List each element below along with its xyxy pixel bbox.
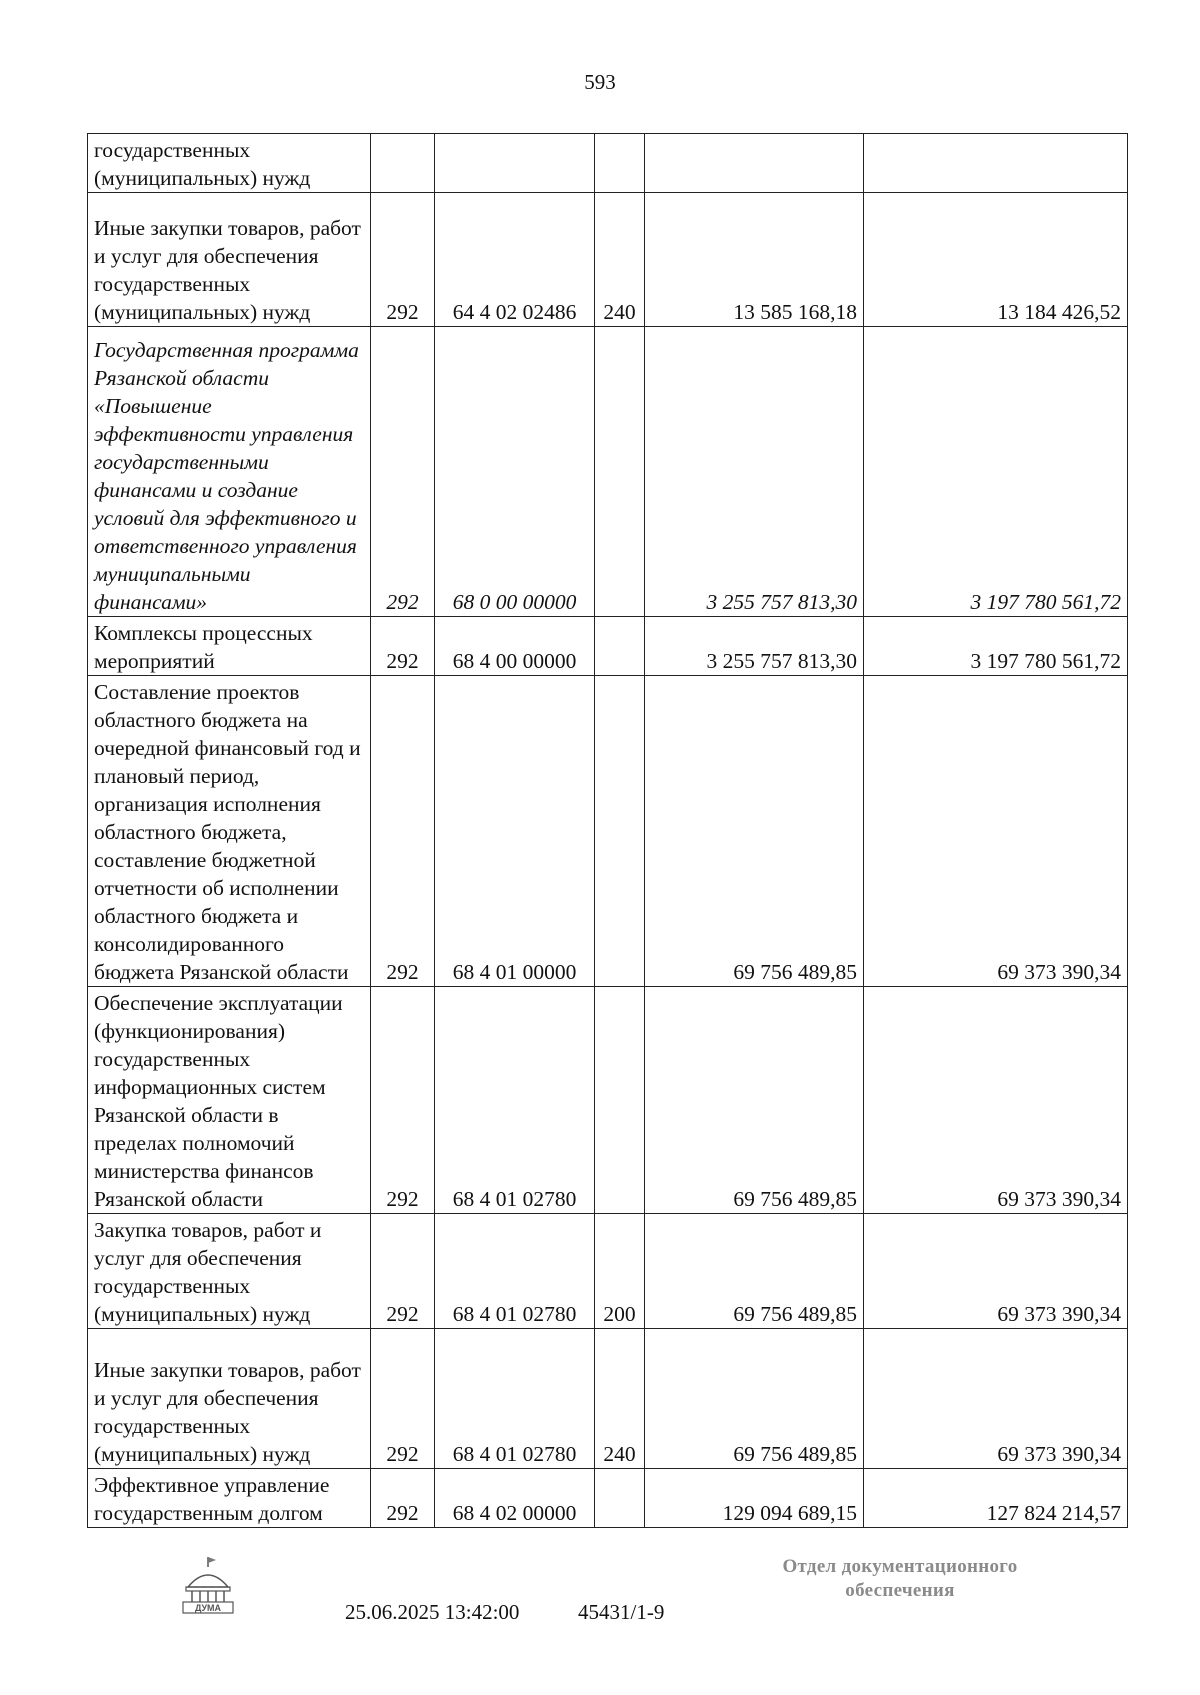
row-amount-1: 129 094 689,15 bbox=[645, 1469, 864, 1528]
table-row bbox=[88, 1329, 1128, 1469]
page-number: 593 bbox=[584, 70, 616, 94]
table-row bbox=[88, 327, 1128, 617]
row-kind bbox=[595, 676, 645, 987]
row-section: 292 bbox=[371, 1469, 435, 1528]
footer-datetime: 25.06.2025 13:42:00 bbox=[345, 1600, 520, 1624]
row-amount-2: 13 184 426,52 bbox=[864, 193, 1128, 327]
row-code bbox=[435, 134, 595, 193]
row-section: 292 bbox=[371, 617, 435, 676]
row-code: 68 4 01 02780 bbox=[435, 1214, 595, 1329]
row-section: 292 bbox=[371, 327, 435, 617]
row-section: 292 bbox=[371, 1329, 435, 1469]
row-amount-2: 127 824 214,57 bbox=[864, 1469, 1128, 1528]
row-kind: 240 bbox=[595, 1329, 645, 1469]
row-section: 292 bbox=[371, 676, 435, 987]
row-amount-2: 69 373 390,34 bbox=[864, 1329, 1128, 1469]
row-name: Иные закупки товаров, работ и услуг для обеспечения государственных (муниципальных) нужд bbox=[88, 193, 371, 327]
table-row bbox=[88, 193, 1128, 327]
row-name: Иные закупки товаров, работ и услуг для обеспечения государственных (муниципальных) нужд bbox=[88, 1329, 371, 1469]
table-row bbox=[88, 676, 1128, 987]
table-row bbox=[88, 987, 1128, 1214]
department-stamp bbox=[750, 1555, 1050, 1603]
row-code: 64 4 02 02486 bbox=[435, 193, 595, 327]
row-amount-2: 3 197 780 561,72 bbox=[864, 617, 1128, 676]
department-stamp-line-1: Отдел документационного bbox=[782, 1556, 1018, 1577]
row-amount-2: 69 373 390,34 bbox=[864, 987, 1128, 1214]
department-stamp-line-2: обеспечения bbox=[845, 1580, 955, 1601]
row-kind bbox=[595, 617, 645, 676]
table-row bbox=[88, 134, 1128, 193]
row-name: Закупка товаров, работ и услуг для обеспечения государственных (муниципальных) нужд bbox=[88, 1214, 371, 1329]
row-code: 68 4 02 00000 bbox=[435, 1469, 595, 1528]
row-kind bbox=[595, 134, 645, 193]
budget-table bbox=[87, 133, 1128, 1528]
row-code: 68 0 00 00000 bbox=[435, 327, 595, 617]
row-section: 292 bbox=[371, 987, 435, 1214]
row-kind: 200 bbox=[595, 1214, 645, 1329]
row-amount-2: 69 373 390,34 bbox=[864, 1214, 1128, 1329]
footer-reg-number: 45431/1-9 bbox=[578, 1600, 665, 1624]
row-amount-1: 13 585 168,18 bbox=[645, 193, 864, 327]
row-kind bbox=[595, 327, 645, 617]
row-amount-1: 69 756 489,85 bbox=[645, 1329, 864, 1469]
row-amount-1: 3 255 757 813,30 bbox=[645, 617, 864, 676]
row-amount-1: 69 756 489,85 bbox=[645, 676, 864, 987]
row-kind: 240 bbox=[595, 193, 645, 327]
row-amount-1: 3 255 757 813,30 bbox=[645, 327, 864, 617]
row-name: государственных (муниципальных) нужд bbox=[88, 134, 371, 193]
row-name: Составление проектов областного бюджета на очередной финансовый год и плановый период, организация исполнения областного бюджета, составление бюджетной отчетности об исполнении областного бюджета и консолидированного бюджета Рязанской области bbox=[88, 676, 371, 987]
row-amount-1: 69 756 489,85 bbox=[645, 1214, 864, 1329]
row-kind bbox=[595, 987, 645, 1214]
row-name: Государственная программа Рязанской области «Повышение эффективности управления государственными финансами и создание условий для эффективного и ответственного управления муниципальными финансами» bbox=[88, 327, 371, 617]
row-code: 68 4 01 00000 bbox=[435, 676, 595, 987]
row-section: 292 bbox=[371, 1214, 435, 1329]
row-amount-1: 69 756 489,85 bbox=[645, 987, 864, 1214]
row-code: 68 4 01 02780 bbox=[435, 1329, 595, 1469]
row-amount-2 bbox=[864, 134, 1128, 193]
row-code: 68 4 00 00000 bbox=[435, 617, 595, 676]
table-row bbox=[88, 617, 1128, 676]
row-name: Эффективное управление государственным долгом bbox=[88, 1469, 371, 1528]
row-section: 292 bbox=[371, 193, 435, 327]
svg-text:ДУМА: ДУМА bbox=[194, 1603, 222, 1613]
table-row bbox=[88, 1214, 1128, 1329]
row-amount-1 bbox=[645, 134, 864, 193]
row-amount-2: 3 197 780 561,72 bbox=[864, 327, 1128, 617]
row-name: Обеспечение эксплуатации (функционирования) государственных информационных систем Рязанской области в пределах полномочий министерства финансов Рязанской области bbox=[88, 987, 371, 1214]
building-dome-icon bbox=[178, 1555, 238, 1615]
row-name: Комплексы процессных мероприятий bbox=[88, 617, 371, 676]
row-amount-2: 69 373 390,34 bbox=[864, 676, 1128, 987]
row-kind bbox=[595, 1469, 645, 1528]
row-code: 68 4 01 02780 bbox=[435, 987, 595, 1214]
row-section bbox=[371, 134, 435, 193]
table-row bbox=[88, 1469, 1128, 1528]
